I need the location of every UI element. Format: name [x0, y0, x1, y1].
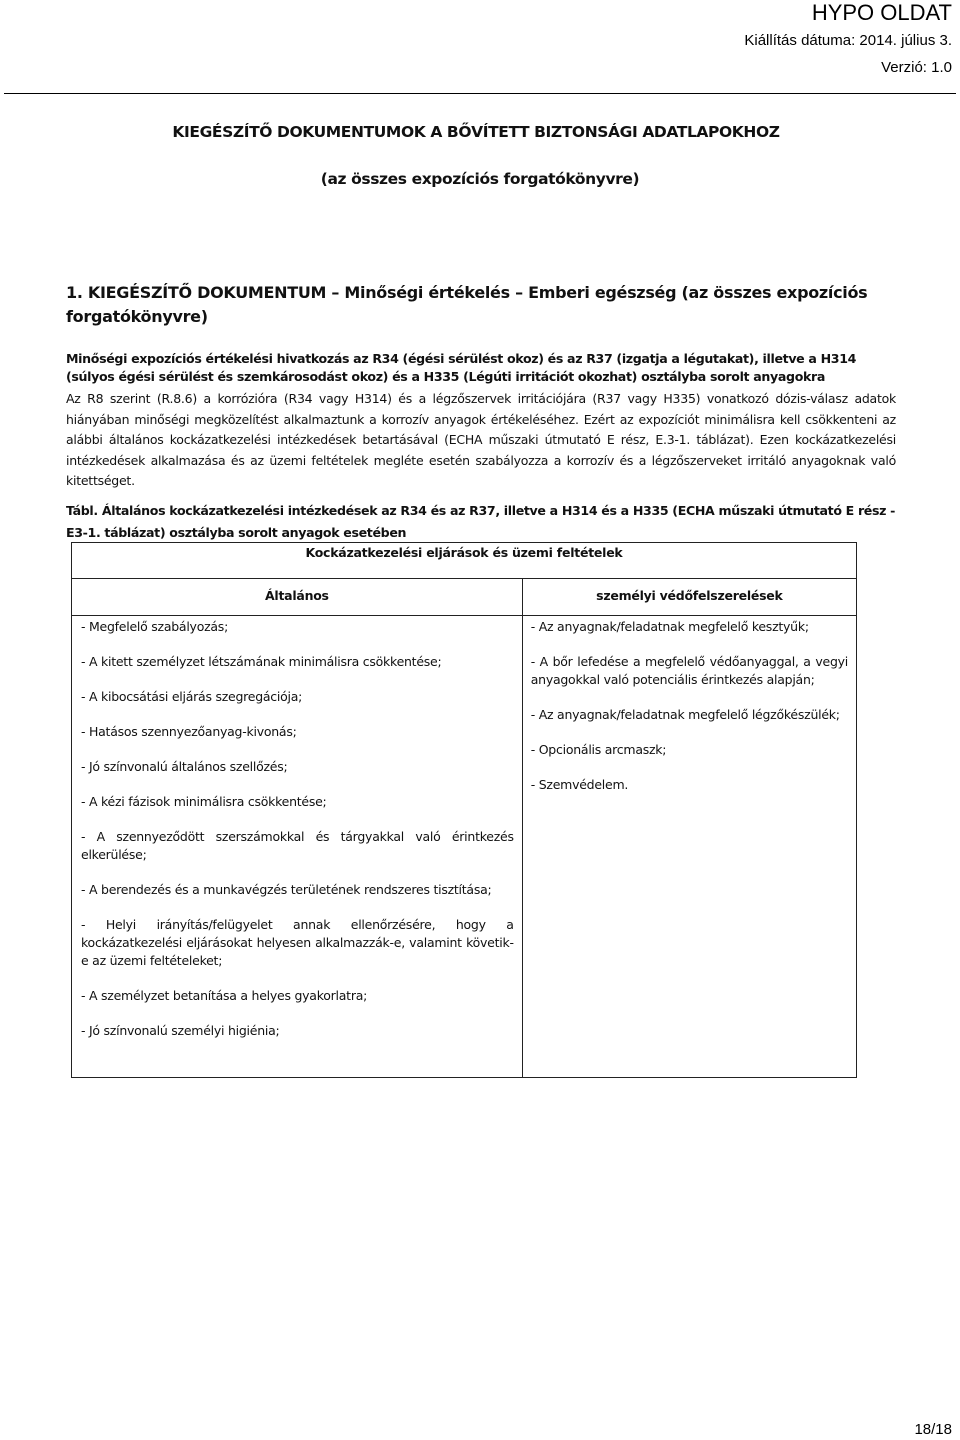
version: Verzió: 1.0 — [881, 59, 952, 76]
header-divider — [4, 93, 956, 94]
table-caption: Tábl. Általános kockázatkezelési intézkedések az R34 és az R37, illetve a H314 és a H335 (ECHA műszaki útmutató E rész - E3-1. táblázat) osztályba sorolt anyagok esetében — [66, 503, 896, 540]
page-header — [744, 0, 952, 81]
general-item: - Megfelelő szabályozás; — [81, 619, 229, 634]
general-item: - Jó színvonalú személyi higiénia; — [81, 1023, 280, 1038]
page-number: 18/18 — [914, 1421, 952, 1438]
general-item: - A szennyeződött szerszámokkal és tárgyakkal való érintkezés elkerülése; — [81, 829, 514, 862]
ppe-item: - Az anyagnak/feladatnak megfelelő kesztyűk; — [530, 619, 809, 634]
general-measures-cell — [72, 616, 523, 1078]
ppe-item: - A bőr lefedése a megfelelő védőanyaggal, a vegyi anyagokkal való potenciális érintkezés alapján; — [530, 654, 848, 687]
column-header-general: Általános — [72, 579, 523, 616]
document-subtitle: (az összes expozíciós forgatókönyvre) — [320, 170, 640, 188]
general-item: - A kitett személyzet létszámának minimálisra csökkentése; — [81, 654, 442, 669]
general-item: - A személyzet betanítása a helyes gyakorlatra; — [81, 988, 368, 1003]
table-title: Kockázatkezelési eljárások és üzemi feltételek — [72, 543, 857, 579]
general-item: - Helyi irányítás/felügyelet annak ellenőrzésére, hogy a kockázatkezelési eljárásokat helyesen alkalmazzák-e, valamint követik-e az üzemi feltételeket; — [81, 917, 514, 968]
ppe-item: - Opcionális arcmaszk; — [530, 742, 667, 757]
document-title: KIEGÉSZÍTŐ DOKUMENTUMOK A BŐVÍTETT BIZTONSÁGI ADATLAPOKHOZ — [172, 123, 780, 141]
general-item: - Jó színvonalú általános szellőzés; — [81, 759, 288, 774]
ppe-cell — [522, 616, 856, 1078]
general-item: - A kézi fázisok minimálisra csökkentése; — [81, 794, 327, 809]
column-header-ppe: személyi védőfelszerelések — [522, 579, 856, 616]
product-name: HYPO OLDAT — [811, 0, 952, 25]
section-body: Az R8 szerint (R.8.6) a korrózióra (R34 vagy H314) és a légzőszervek irritációjára (R37 vagy H335) vonatkozó dózis-válasz adatok hiányában minőségi megközelítést alkalmaztunk a korrozív anyagok értékeléséhez. Ezért az expozíciót minimálisra kell csökkenteni az alábbi általános kockázatkezelési intézkedések betartásával (ECHA műszaki útmutató E rész, E.3-1. táblázat). Ezen kockázatkezelési intézkedések alkalmazása és az üzemi feltételek megléte esetén szabályozza a korrozív és a légzőszerveket irritáló anyagoknak való kitettséget. — [66, 391, 896, 488]
ppe-item: - Szemvédelem. — [530, 777, 629, 792]
section-subheading: Minőségi expozíciós értékelési hivatkozás az R34 (égési sérülést okoz) és az R37 (izgatja a légutakat), illetve a H314 (súlyos égési sérülést és szemkárosodást okoz) és a H335 (Légúti irritációt okozhat) osztályba sorolt anyagokra — [66, 351, 857, 384]
general-item: - Hatásos szennyezőanyag-kivonás; — [81, 724, 297, 739]
general-item: - A berendezés és a munkavégzés területének rendszeres tisztítása; — [81, 882, 492, 897]
issue-date: Kiállítás dátuma: 2014. július 3. — [744, 32, 952, 49]
general-item: - A kibocsátási eljárás szegregációja; — [81, 689, 303, 704]
risk-management-table — [71, 542, 857, 1078]
ppe-item: - Az anyagnak/feladatnak megfelelő légzőkészülék; — [530, 707, 840, 722]
section-heading: 1. KIEGÉSZÍTŐ DOKUMENTUM – Minőségi értékelés – Emberi egészség (az összes expozíciós forgatókönyvre) — [66, 283, 868, 326]
